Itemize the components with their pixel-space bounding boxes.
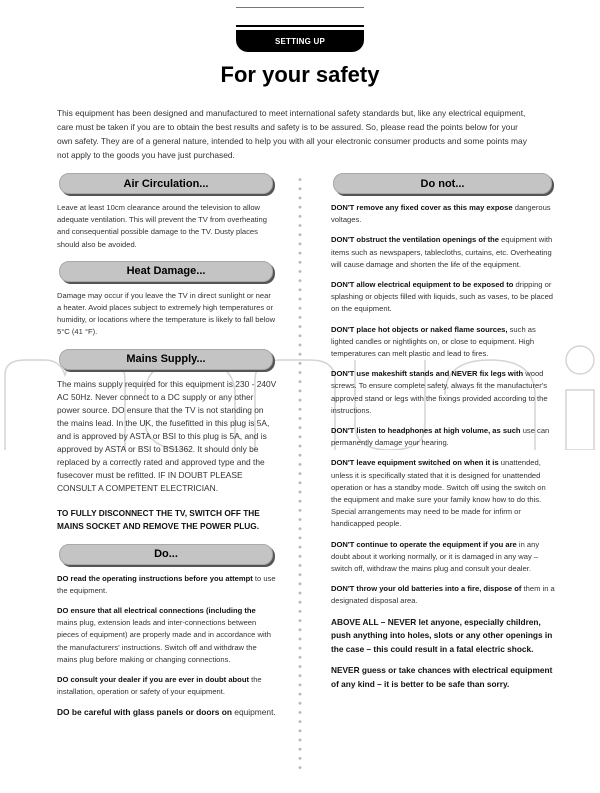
do-item-lead: DO be careful with glass panels or doors on — [57, 707, 232, 718]
mains-supply-heading: Mains Supply... — [59, 349, 273, 370]
dont-item-rest: in any doubt about it working normally, or it is damaged in any way – switch off, withdraw the mains plug and consult your dealer. — [331, 539, 540, 574]
dont-item-lead: DON'T use makeshift stands and NEVER fix legs with — [331, 369, 524, 379]
section-tab-label: SETTING UP — [236, 30, 364, 52]
mains-supply-text: The mains supply required for this equipment is 230 - 240V AC 50Hz. Never connect to a DC supply or any other power source. DO ensure that the TV is not standing on the mains lead. In the UK, the fusefitted in this plug is 5A, and is approved by ASTA or BSI to this plug is 5A, and is approved by ASTA or BSI to BS1362. It should only be replaced by a correctly rated and approved type and the fusecover must be refitted. IF IN DOUBT PLEASE CONSULT A COMPETENT ELECTRICIAN. — [57, 378, 277, 493]
dont-item — [331, 539, 556, 576]
do-not-section — [331, 173, 556, 691]
do-item — [57, 573, 277, 597]
above-all-warning: ABOVE ALL – NEVER let anyone, especially children, push anything into holes, slots or any other openings in the case – this could result in a fatal electric shock. — [331, 616, 553, 654]
dont-item-rest: dripping or splashing or objects filled with liquids, such as vases, to be placed on the equipment. — [331, 280, 554, 314]
do-item-rest: mains plug, extension leads and inter-connections between pieces of equipment) are properly made and in accordance with the manufacturers' instructions. Switch off and withdraw the mains plug before making or changing connections. — [57, 618, 272, 664]
dont-item-lead: DON'T throw your old batteries into a fire, dispose of — [331, 584, 522, 594]
dont-item — [331, 583, 556, 607]
do-item — [57, 706, 277, 719]
dont-item-rest: dangerous voltages. — [331, 203, 551, 225]
dont-item-lead: DON'T remove any fixed cover as this may expose — [331, 203, 513, 212]
header-rule — [236, 7, 364, 8]
dont-item-rest: use can permanently damage your hearing. — [331, 426, 550, 448]
section-tab — [236, 25, 364, 52]
intro-paragraph: This equipment has been designed and manufactured to meet international safety standards but, like any electrical equipment, care must be taken if you are to obtain the best results and safety is to be assured. So, please read the points below for your own safety. They are of a general nature, intended to help you with all your electronic consumer products and some points may not apply to the goods you have just purchased. — [57, 108, 527, 160]
dont-item — [331, 279, 556, 316]
never-guess-warning: NEVER guess or take chances with electrical equipment of any kind – it is better to be safe than sorry. — [331, 665, 553, 689]
do-heading: Do... — [59, 544, 273, 565]
air-circulation-section — [57, 173, 277, 251]
dont-item — [331, 457, 556, 530]
dont-item-lead: DON'T leave equipment switched on when it is — [331, 458, 499, 468]
heat-damage-text: Damage may occur if you leave the TV in direct sunlight or near a heater. Avoid places subject to extremely high temperatures or humidity, or locations where the temperature is likely to fall below 5°C (41 °F). — [57, 290, 276, 337]
right-column — [331, 173, 556, 701]
dont-item — [331, 368, 556, 417]
do-item — [57, 605, 277, 666]
disconnect-warning: TO FULLY DISCONNECT THE TV, SWITCH OFF THE MAINS SOCKET AND REMOVE THE POWER PLUG. — [57, 507, 260, 532]
do-item-rest: equipment. — [231, 707, 276, 718]
column-divider — [298, 175, 302, 775]
dont-item-rest: them in a designated disposal area. — [331, 584, 555, 606]
dont-item-rest: unattended, unless it is specifically stated that it is designed for unattended operation or has a standby mode. Switch off using the switch on the equipment and make sure your family know how to do this. Special arrangements may need to be made for infirm or handicapped people. — [331, 458, 546, 529]
do-item-rest: to use the equipment. — [57, 573, 276, 595]
page-title: For your safety — [220, 62, 380, 87]
do-item — [57, 674, 277, 698]
heat-damage-section — [57, 261, 277, 339]
dont-item-lead: DON'T allow electrical equipment to be exposed to — [331, 280, 514, 290]
do-not-heading: Do not... — [333, 173, 552, 194]
dont-item-rest: such as lighted candles or nightlights on, or close to equipment. High temperatures can melt plastic and lead to fires. — [331, 324, 536, 359]
dont-item-lead: DON'T place hot objects or naked flame sources, — [331, 324, 508, 334]
dont-item-rest: wood screws. To ensure complete safety, always fit the manufacturer's approved stand or legs with the fixings provided according to the instructions. — [331, 369, 548, 415]
do-item-lead: DO ensure that all electrical connections (including the — [57, 606, 256, 616]
do-item-lead: DO consult your dealer if you are ever in doubt about — [57, 675, 249, 685]
dont-item-lead: DON'T obstruct the ventilation openings of the — [331, 235, 500, 245]
dont-item-lead: DON'T listen to headphones at high volume, as such — [331, 426, 521, 436]
dont-item — [331, 202, 556, 226]
dont-item — [331, 425, 556, 449]
air-circulation-text: Leave at least 10cm clearance around the television to allow adequate ventilation. This will prevent the TV from overheating and consequential possible damage to the TV. Dusty places should also be avoided. — [57, 203, 267, 249]
do-item-lead: DO read the operating instructions before you attempt — [57, 573, 253, 583]
dont-item — [331, 324, 556, 361]
air-circulation-heading: Air Circulation... — [59, 173, 273, 194]
dont-item-rest: equipment with items such as newspapers, tablecloths, curtains, etc. Overheating will cause damage and shorten the life of the equipment. — [331, 235, 553, 269]
dont-item-lead: DON'T continue to operate the equipment if you are — [331, 539, 517, 549]
do-section — [57, 544, 277, 720]
heat-damage-heading: Heat Damage... — [59, 261, 273, 282]
mains-supply-section — [57, 349, 277, 534]
dont-item — [331, 234, 556, 271]
do-item-rest: the installation, operation or safety of your equipment. — [57, 675, 262, 697]
left-column — [57, 173, 277, 729]
